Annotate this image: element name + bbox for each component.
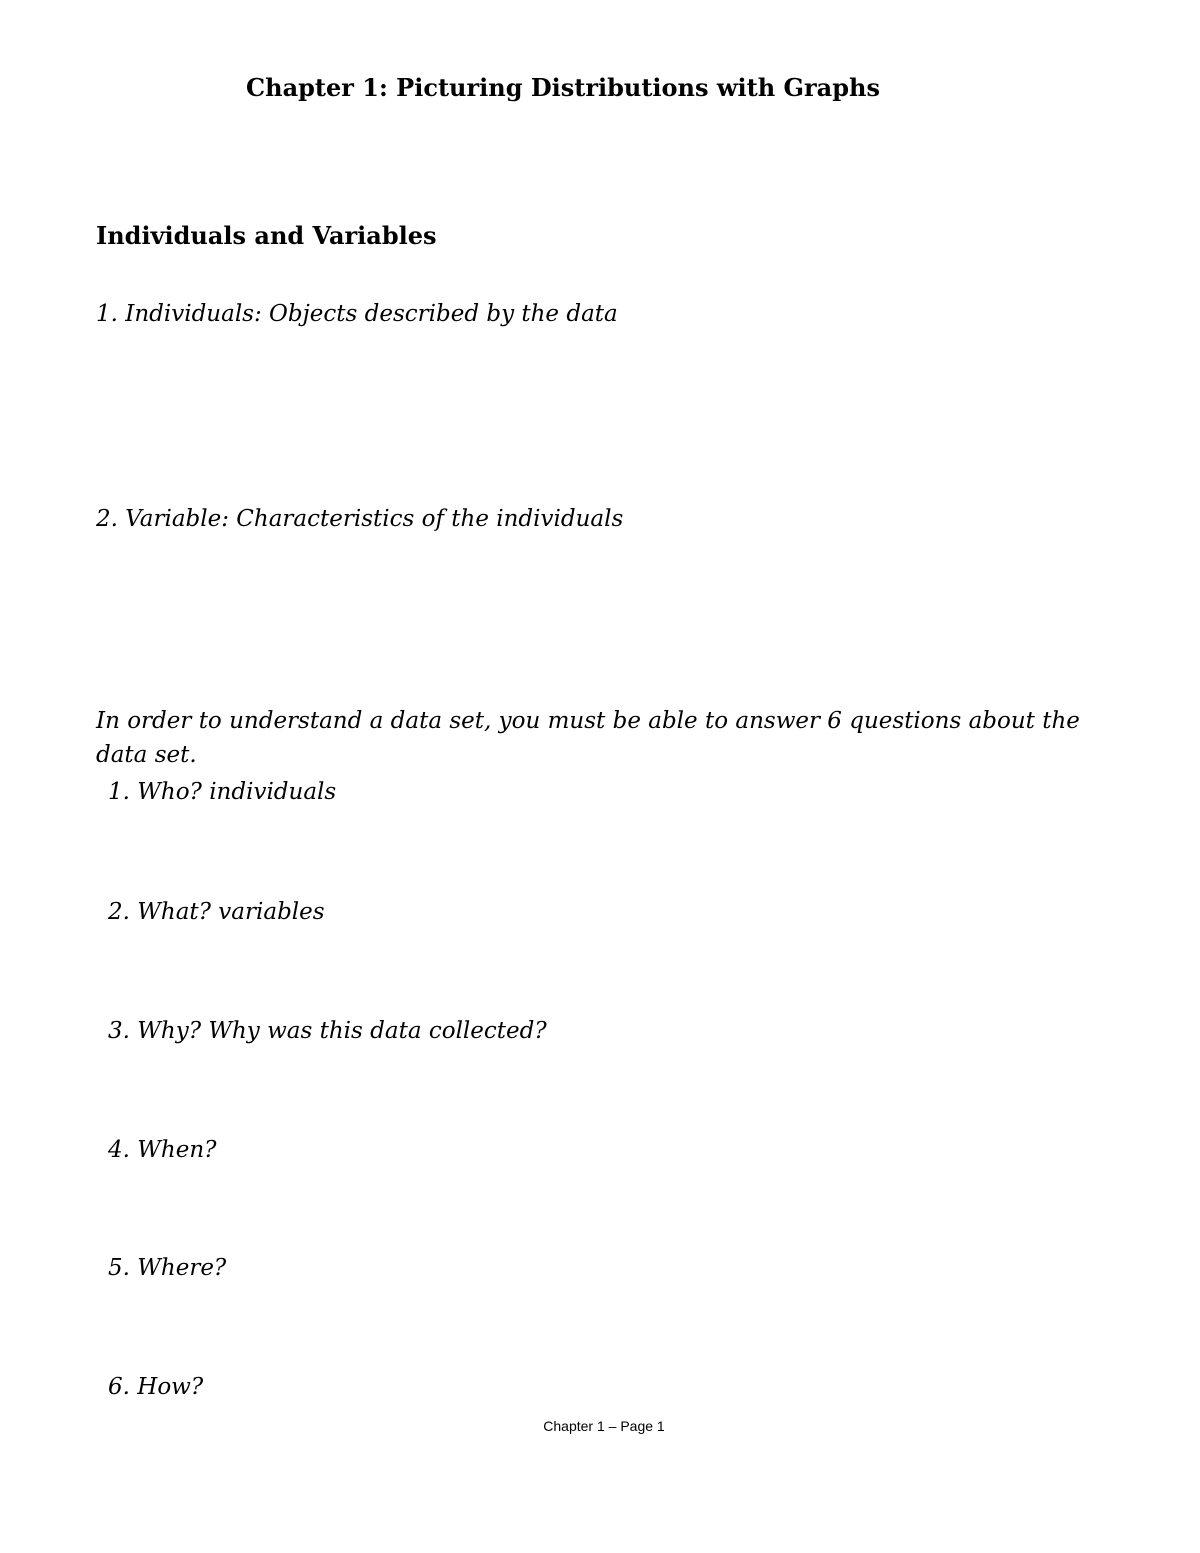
- definition-variable: 2. Variable: Characteristics of the individuals: [96, 506, 624, 532]
- question-who: 1. Who? individuals: [108, 779, 337, 805]
- question-when: 4. When?: [108, 1137, 217, 1163]
- question-why: 3. Why? Why was this data collected?: [108, 1018, 547, 1044]
- intro-paragraph: In order to understand a data set, you must be able to answer 6 questions about the data set.: [96, 708, 1080, 768]
- section-heading: Individuals and Variables: [96, 221, 437, 250]
- page-title: Chapter 1: Picturing Distributions with Graphs: [246, 73, 880, 102]
- question-where: 5. Where?: [108, 1255, 227, 1281]
- question-how: 6. How?: [108, 1374, 204, 1400]
- page-footer: Chapter 1 – Page 1: [543, 1418, 665, 1434]
- definition-individuals: 1. Individuals: Objects described by the data: [96, 301, 618, 327]
- question-what: 2. What? variables: [108, 899, 325, 925]
